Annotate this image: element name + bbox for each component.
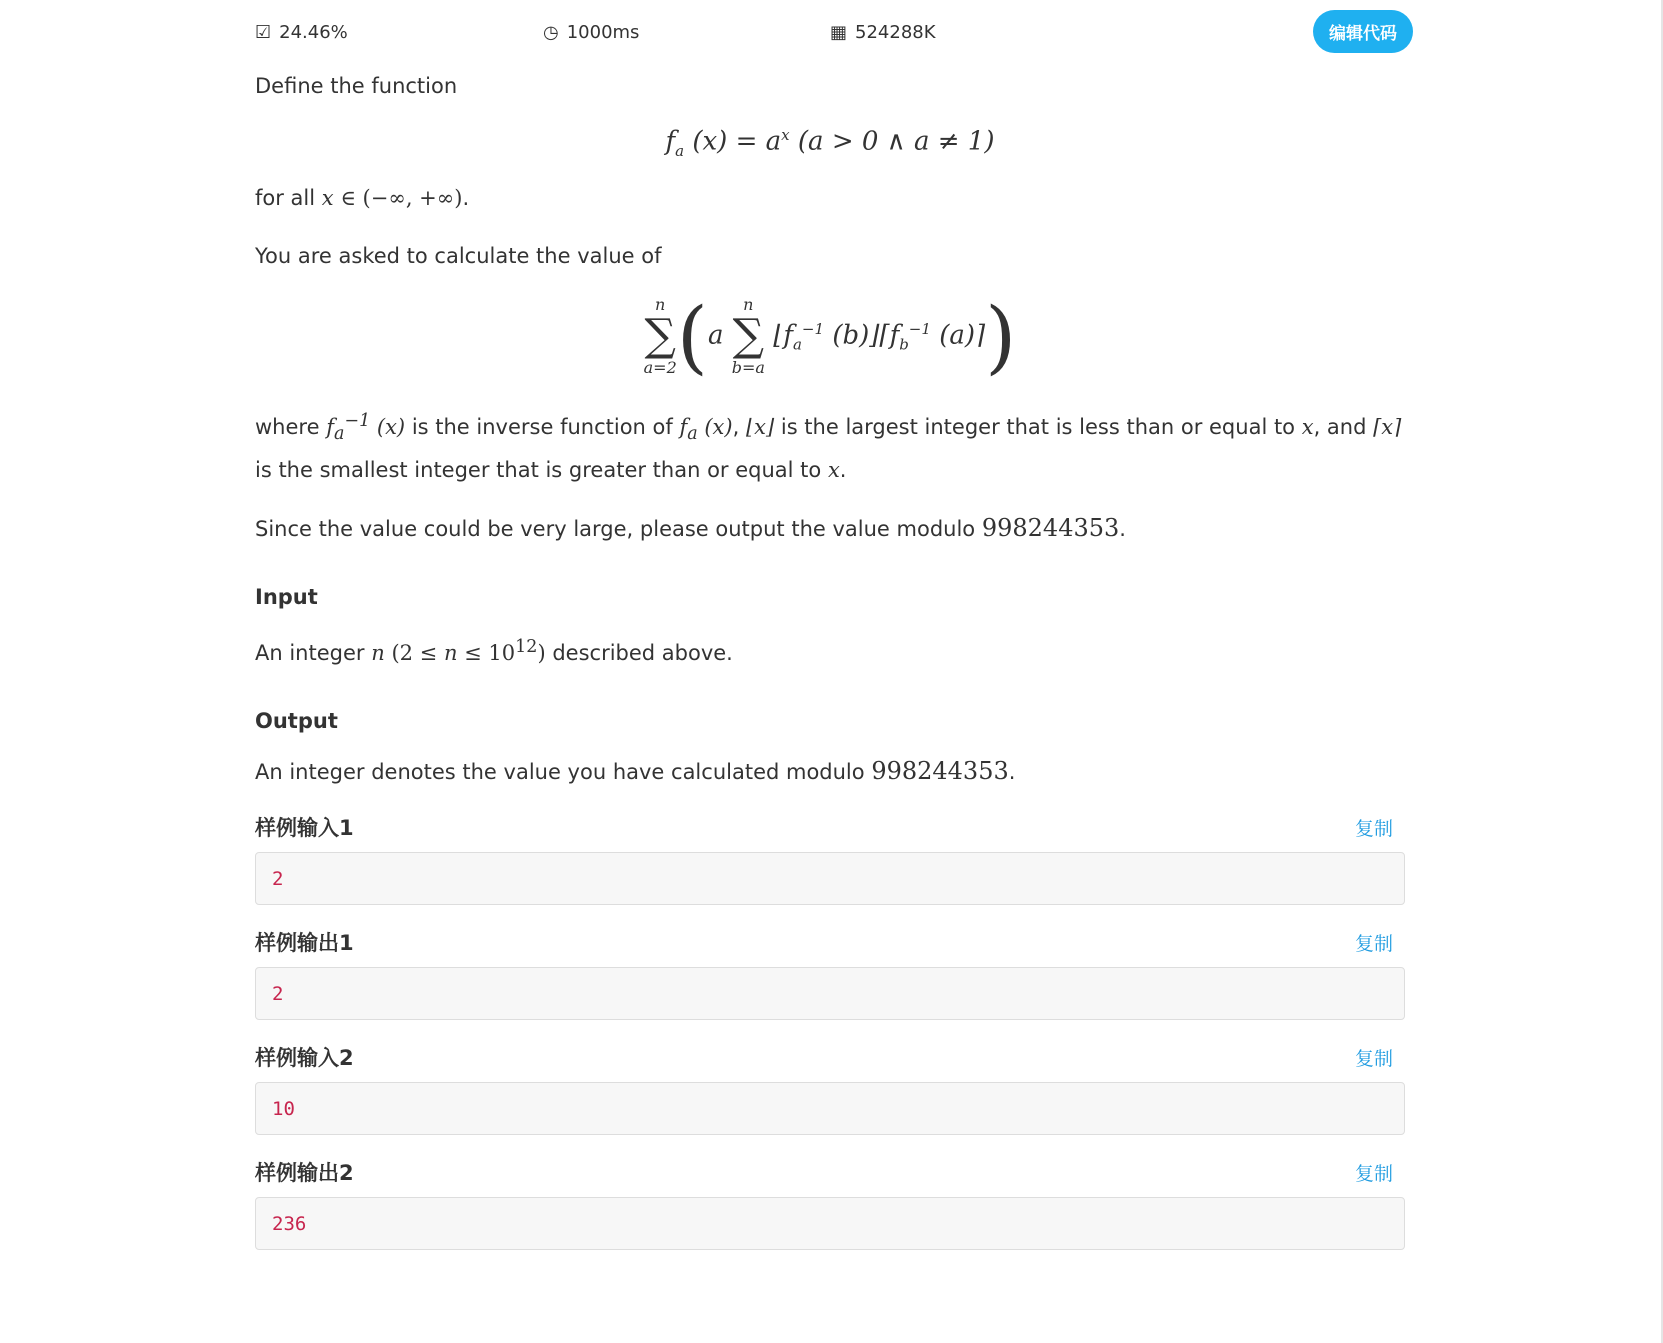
- sample-box: 10: [255, 1082, 1405, 1135]
- problem-stats: [255, 0, 1405, 68]
- formula-sum: n ∑ a=2 (a n ∑ b=a $⌊f_a^{-1}$ $(b)⌋⌈f_b^{-1}$ (a)⌉): [643, 289, 1017, 383]
- sample-box: 2: [255, 852, 1405, 905]
- checkbox-icon: ☑: [255, 22, 272, 43]
- input-heading: Input: [255, 585, 318, 610]
- statement-p1: Define the function: [255, 74, 458, 98]
- pass-rate: ☑ 24.46%: [255, 22, 348, 43]
- time-limit: ◷ 1000ms: [543, 22, 640, 43]
- sample-box: 2: [255, 967, 1405, 1020]
- memory-limit: ▦ 524288K: [830, 22, 936, 43]
- statement-p2: for all x ∈ (−∞, +∞).: [255, 185, 470, 210]
- copy-button[interactable]: 复制: [1354, 932, 1393, 955]
- sample-input-2: 样例输入2 复制 10: [255, 1042, 1405, 1135]
- statement-p3: You are asked to calculate the value of: [255, 243, 662, 268]
- edit-code-button[interactable]: 编辑代码: [1313, 10, 1413, 53]
- output-text: An integer denotes the value you have calculated modulo 998244353.: [255, 757, 1016, 786]
- copy-button[interactable]: 复制: [1354, 817, 1393, 840]
- formula-definition: $f_a$ $(x) = a^x$ (a > 0 ∧ a ≠ 1): [665, 126, 995, 160]
- output-heading: Output: [255, 709, 338, 734]
- grid-icon: ▦: [830, 22, 848, 43]
- statement-p5: Since the value could be very large, please output the value modulo 998244353.: [255, 514, 1126, 543]
- sample-input-1: 样例输入1 复制 2: [255, 812, 1405, 905]
- statement-p4: where $f_a^{-1}$ (x) is the inverse function of $f_a$ (x), ⌊x⌋ is the largest integer that is less than or equal to x, and ⌈x⌉ is the smallest integer that is greater than or equal to x.: [255, 410, 1402, 483]
- clock-icon: ◷: [543, 22, 559, 43]
- input-text: An integer n $(2 \le n \le 10^{12})$ described above.: [255, 637, 733, 666]
- sample-output-2: 样例输出2 复制 236: [255, 1157, 1405, 1250]
- copy-button[interactable]: 复制: [1354, 1047, 1393, 1070]
- sample-box: 236: [255, 1197, 1405, 1250]
- copy-button[interactable]: 复制: [1354, 1162, 1393, 1185]
- problem-content: [255, 0, 1405, 1250]
- sample-output-1: 样例输出1 复制 2: [255, 927, 1405, 1020]
